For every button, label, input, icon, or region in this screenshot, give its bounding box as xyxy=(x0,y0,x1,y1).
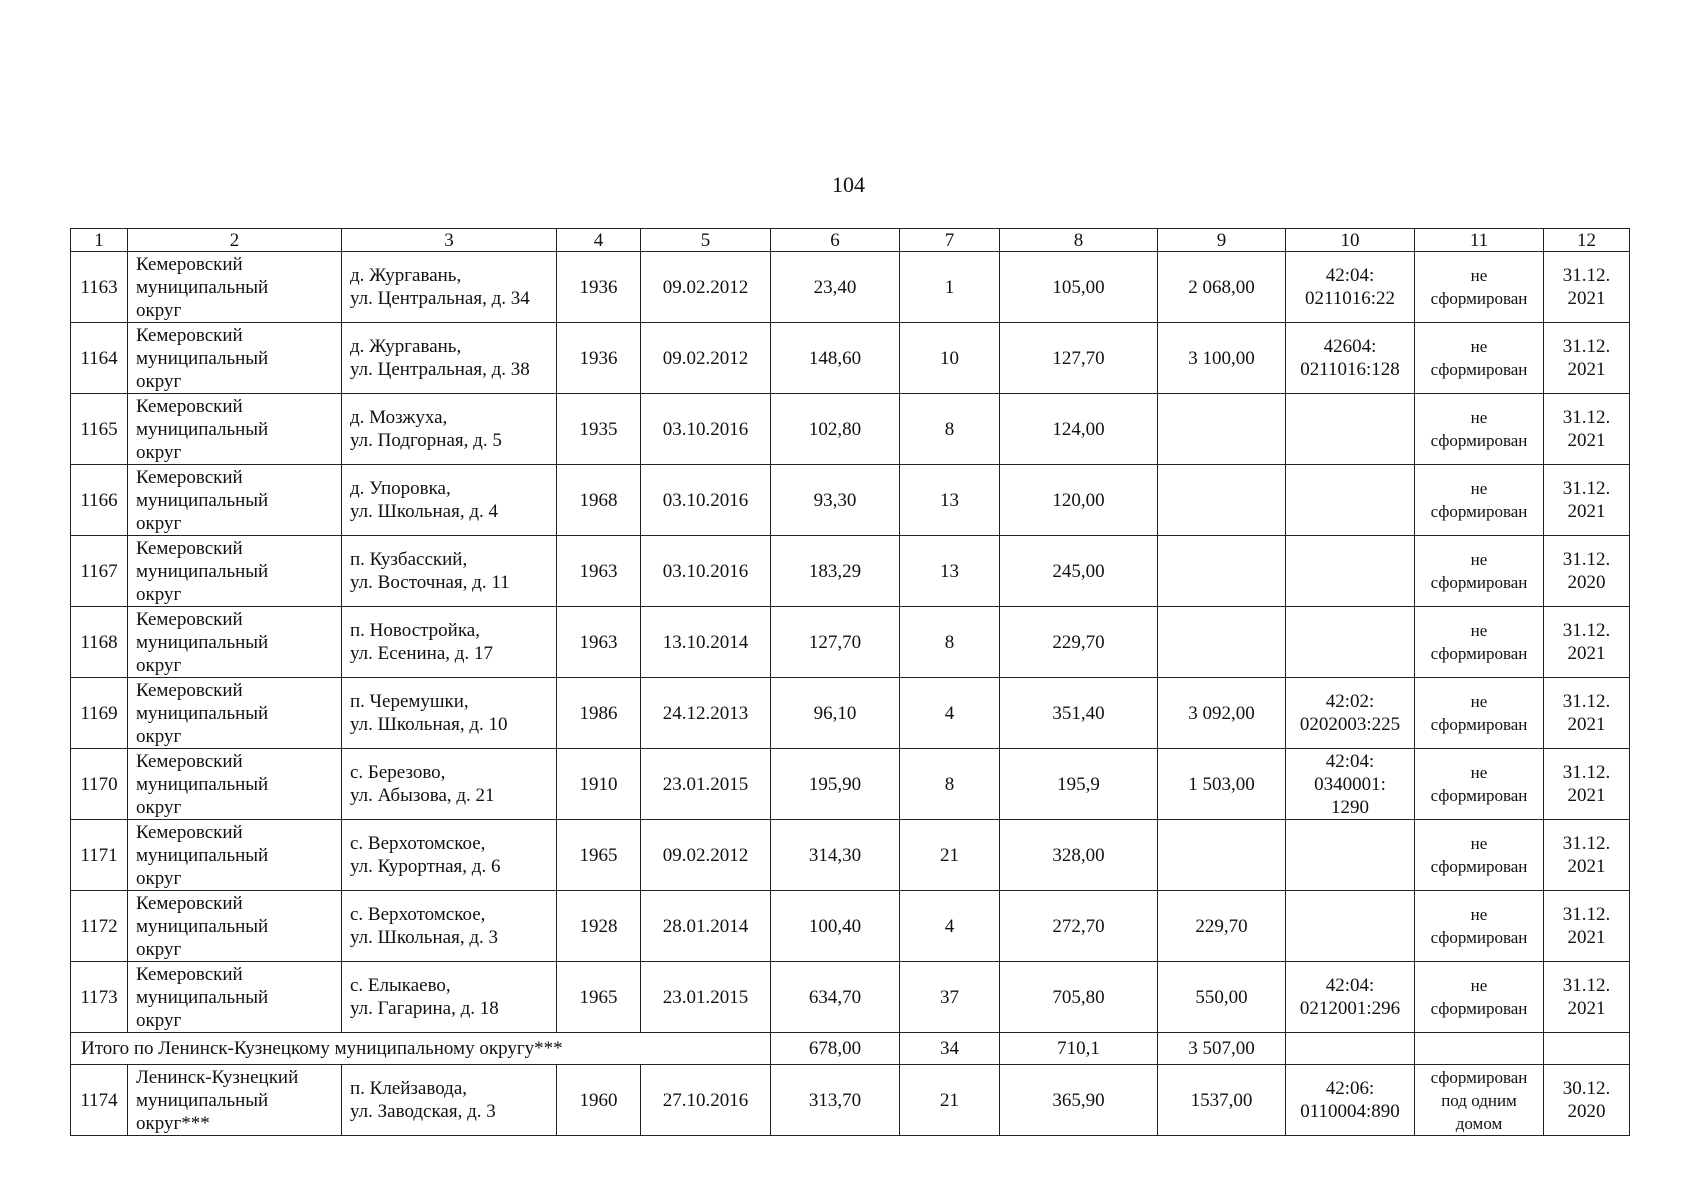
recognition-date: 03.10.2016 xyxy=(641,465,771,536)
cadastral-number xyxy=(1286,536,1415,607)
land-area: 328,00 xyxy=(1000,820,1158,891)
table-row xyxy=(71,962,1630,1033)
land-area: 105,00 xyxy=(1000,252,1158,323)
row-number: 1173 xyxy=(71,962,128,1033)
column-number: 2 xyxy=(128,229,342,252)
table-row xyxy=(71,820,1630,891)
municipality: Кемеровский муниципальный округ xyxy=(128,820,342,891)
page-number: 104 xyxy=(832,172,865,197)
build-year: 1968 xyxy=(557,465,641,536)
deadline: 31.12. 2020 xyxy=(1544,536,1630,607)
municipality: Кемеровский муниципальный округ xyxy=(128,252,342,323)
column-number: 8 xyxy=(1000,229,1158,252)
land-status: не сформирован xyxy=(1415,820,1544,891)
total-land-area: 710,1 xyxy=(1000,1033,1158,1065)
land-area: 705,80 xyxy=(1000,962,1158,1033)
column-number: 12 xyxy=(1544,229,1630,252)
municipality: Кемеровский муниципальный округ xyxy=(128,465,342,536)
municipality: Кемеровский муниципальный округ xyxy=(128,962,342,1033)
cadastral-number: 42604: 0211016:128 xyxy=(1286,323,1415,394)
land-area: 245,00 xyxy=(1000,536,1158,607)
recognition-date: 03.10.2016 xyxy=(641,536,771,607)
address: д. Жургавань, ул. Центральная, д. 38 xyxy=(342,323,557,394)
land-status: не сформирован xyxy=(1415,536,1544,607)
value: 2 068,00 xyxy=(1158,252,1286,323)
cadastral-number xyxy=(1286,891,1415,962)
cadastral-number: 42:04: 0340001: 1290 xyxy=(1286,749,1415,820)
build-year: 1936 xyxy=(557,323,641,394)
column-number: 3 xyxy=(342,229,557,252)
recognition-date: 24.12.2013 xyxy=(641,678,771,749)
deadline: 31.12. 2021 xyxy=(1544,891,1630,962)
build-year: 1965 xyxy=(557,820,641,891)
row-number: 1166 xyxy=(71,465,128,536)
deadline: 31.12. 2021 xyxy=(1544,252,1630,323)
row-number: 1165 xyxy=(71,394,128,465)
table-row xyxy=(71,678,1630,749)
address: п. Клейзавода, ул. Заводская, д. 3 xyxy=(342,1065,557,1136)
residents: 13 xyxy=(900,536,1000,607)
column-number: 1 xyxy=(71,229,128,252)
total-value: 3 507,00 xyxy=(1158,1033,1286,1065)
cadastral-number: 42:02: 0202003:225 xyxy=(1286,678,1415,749)
total-area: 678,00 xyxy=(771,1033,900,1065)
deadline: 31.12. 2021 xyxy=(1544,465,1630,536)
municipality: Кемеровский муниципальный округ xyxy=(128,394,342,465)
row-number: 1171 xyxy=(71,820,128,891)
residents: 37 xyxy=(900,962,1000,1033)
address: п. Черемушки, ул. Школьная, д. 10 xyxy=(342,678,557,749)
value: 550,00 xyxy=(1158,962,1286,1033)
build-year: 1963 xyxy=(557,536,641,607)
land-status: не сформирован xyxy=(1415,323,1544,394)
value xyxy=(1158,820,1286,891)
recognition-date: 23.01.2015 xyxy=(641,749,771,820)
column-number: 4 xyxy=(557,229,641,252)
deadline: 31.12. 2021 xyxy=(1544,323,1630,394)
municipality: Ленинск-Кузнецкий муниципальный округ*** xyxy=(128,1065,342,1136)
recognition-date: 09.02.2012 xyxy=(641,252,771,323)
municipality: Кемеровский муниципальный округ xyxy=(128,536,342,607)
value: 1537,00 xyxy=(1158,1065,1286,1136)
land-status: не сформирован xyxy=(1415,607,1544,678)
land-area: 124,00 xyxy=(1000,394,1158,465)
recognition-date: 09.02.2012 xyxy=(641,820,771,891)
residents: 8 xyxy=(900,607,1000,678)
recognition-date: 27.10.2016 xyxy=(641,1065,771,1136)
area: 148,60 xyxy=(771,323,900,394)
address: с. Елыкаево, ул. Гагарина, д. 18 xyxy=(342,962,557,1033)
deadline: 31.12. 2021 xyxy=(1544,678,1630,749)
land-status: не сформирован xyxy=(1415,252,1544,323)
residents: 10 xyxy=(900,323,1000,394)
address: д. Жургавань, ул. Центральная, д. 34 xyxy=(342,252,557,323)
table-row xyxy=(71,1065,1630,1136)
total-row xyxy=(71,1033,1630,1065)
cadastral-number xyxy=(1286,465,1415,536)
table-row xyxy=(71,536,1630,607)
address: д. Мозжуха, ул. Подгорная, д. 5 xyxy=(342,394,557,465)
land-status: не сформирован xyxy=(1415,394,1544,465)
column-number: 6 xyxy=(771,229,900,252)
land-status: сформирован под одним домом xyxy=(1415,1065,1544,1136)
row-number: 1167 xyxy=(71,536,128,607)
build-year: 1928 xyxy=(557,891,641,962)
address: д. Упоровка, ул. Школьная, д. 4 xyxy=(342,465,557,536)
land-area: 127,70 xyxy=(1000,323,1158,394)
cadastral-number: 42:06: 0110004:890 xyxy=(1286,1065,1415,1136)
residents: 21 xyxy=(900,820,1000,891)
address: п. Новостройка, ул. Есенина, д. 17 xyxy=(342,607,557,678)
build-year: 1965 xyxy=(557,962,641,1033)
residents: 13 xyxy=(900,465,1000,536)
cadastral-number: 42:04: 0211016:22 xyxy=(1286,252,1415,323)
row-number: 1164 xyxy=(71,323,128,394)
municipality: Кемеровский муниципальный округ xyxy=(128,607,342,678)
build-year: 1936 xyxy=(557,252,641,323)
area: 313,70 xyxy=(771,1065,900,1136)
column-number: 7 xyxy=(900,229,1000,252)
area: 183,29 xyxy=(771,536,900,607)
table-row xyxy=(71,891,1630,962)
table-row xyxy=(71,749,1630,820)
deadline: 31.12. 2021 xyxy=(1544,962,1630,1033)
area: 314,30 xyxy=(771,820,900,891)
deadline: 31.12. 2021 xyxy=(1544,749,1630,820)
land-area: 365,90 xyxy=(1000,1065,1158,1136)
area: 102,80 xyxy=(771,394,900,465)
area: 634,70 xyxy=(771,962,900,1033)
deadline: 31.12. 2021 xyxy=(1544,607,1630,678)
residents: 8 xyxy=(900,394,1000,465)
value: 3 092,00 xyxy=(1158,678,1286,749)
column-number-row xyxy=(71,229,1630,252)
cadastral-number xyxy=(1286,607,1415,678)
land-status: не сформирован xyxy=(1415,465,1544,536)
municipality: Кемеровский муниципальный округ xyxy=(128,749,342,820)
recognition-date: 09.02.2012 xyxy=(641,323,771,394)
value xyxy=(1158,607,1286,678)
land-status: не сформирован xyxy=(1415,678,1544,749)
residents: 4 xyxy=(900,891,1000,962)
recognition-date: 28.01.2014 xyxy=(641,891,771,962)
area: 93,30 xyxy=(771,465,900,536)
build-year: 1935 xyxy=(557,394,641,465)
residents: 21 xyxy=(900,1065,1000,1136)
build-year: 1960 xyxy=(557,1065,641,1136)
deadline: 31.12. 2021 xyxy=(1544,820,1630,891)
housing-registry-table xyxy=(70,228,1630,1136)
column-number: 5 xyxy=(641,229,771,252)
area: 100,40 xyxy=(771,891,900,962)
address: с. Верхотомское, ул. Курортная, д. 6 xyxy=(342,820,557,891)
total-residents: 34 xyxy=(900,1033,1000,1065)
table-row xyxy=(71,607,1630,678)
residents: 4 xyxy=(900,678,1000,749)
row-number: 1168 xyxy=(71,607,128,678)
value: 229,70 xyxy=(1158,891,1286,962)
build-year: 1910 xyxy=(557,749,641,820)
municipality: Кемеровский муниципальный округ xyxy=(128,891,342,962)
row-number: 1163 xyxy=(71,252,128,323)
deadline: 30.12. 2020 xyxy=(1544,1065,1630,1136)
land-area: 195,9 xyxy=(1000,749,1158,820)
land-status: не сформирован xyxy=(1415,962,1544,1033)
cadastral-number: 42:04: 0212001:296 xyxy=(1286,962,1415,1033)
residents: 1 xyxy=(900,252,1000,323)
recognition-date: 13.10.2014 xyxy=(641,607,771,678)
deadline: 31.12. 2021 xyxy=(1544,394,1630,465)
table-row xyxy=(71,465,1630,536)
area: 127,70 xyxy=(771,607,900,678)
cadastral-number xyxy=(1286,394,1415,465)
land-area: 272,70 xyxy=(1000,891,1158,962)
land-area: 229,70 xyxy=(1000,607,1158,678)
land-status: не сформирован xyxy=(1415,749,1544,820)
table-row xyxy=(71,394,1630,465)
column-number: 9 xyxy=(1158,229,1286,252)
row-number: 1170 xyxy=(71,749,128,820)
row-number: 1172 xyxy=(71,891,128,962)
land-status: не сформирован xyxy=(1415,891,1544,962)
area: 195,90 xyxy=(771,749,900,820)
column-number: 10 xyxy=(1286,229,1415,252)
recognition-date: 03.10.2016 xyxy=(641,394,771,465)
value xyxy=(1158,465,1286,536)
build-year: 1963 xyxy=(557,607,641,678)
municipality: Кемеровский муниципальный округ xyxy=(128,323,342,394)
build-year: 1986 xyxy=(557,678,641,749)
value: 3 100,00 xyxy=(1158,323,1286,394)
row-number: 1169 xyxy=(71,678,128,749)
land-area: 351,40 xyxy=(1000,678,1158,749)
value xyxy=(1158,394,1286,465)
cadastral-number xyxy=(1286,820,1415,891)
land-area: 120,00 xyxy=(1000,465,1158,536)
address: п. Кузбасский, ул. Восточная, д. 11 xyxy=(342,536,557,607)
table-row xyxy=(71,323,1630,394)
value xyxy=(1158,536,1286,607)
municipality: Кемеровский муниципальный округ xyxy=(128,678,342,749)
address: с. Верхотомское, ул. Школьная, д. 3 xyxy=(342,891,557,962)
row-number: 1174 xyxy=(71,1065,128,1136)
recognition-date: 23.01.2015 xyxy=(641,962,771,1033)
area: 96,10 xyxy=(771,678,900,749)
total-label: Итого по Ленинск-Кузнецкому муниципальному округу*** xyxy=(71,1033,771,1065)
residents: 8 xyxy=(900,749,1000,820)
table-row xyxy=(71,252,1630,323)
column-number: 11 xyxy=(1415,229,1544,252)
value: 1 503,00 xyxy=(1158,749,1286,820)
area: 23,40 xyxy=(771,252,900,323)
address: с. Березово, ул. Абызова, д. 21 xyxy=(342,749,557,820)
